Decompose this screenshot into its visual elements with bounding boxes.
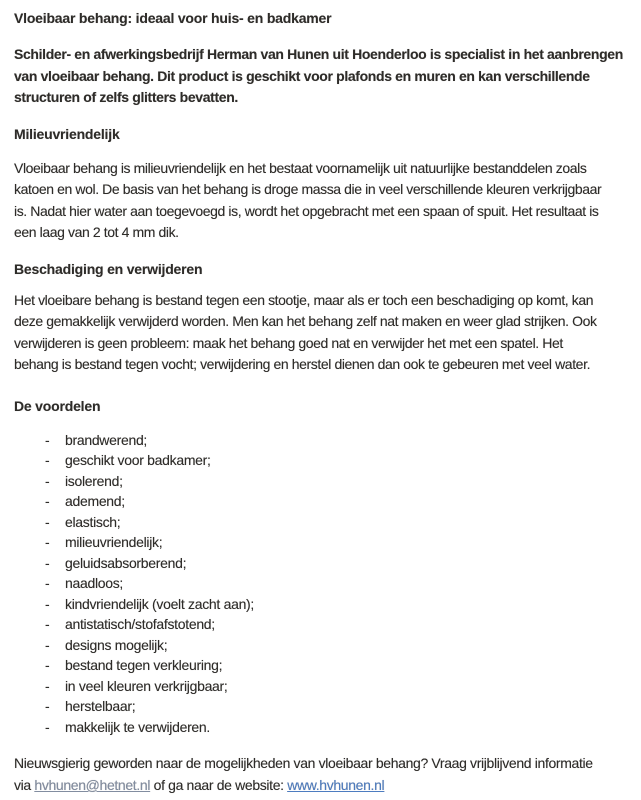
list-item-text: geluidsabsorberend; (65, 554, 187, 571)
dash-bullet: - (45, 616, 50, 632)
footer-line: Nieuwsgierig geworden naar de mogelijkheden van vloeibaar behang? Vraag vrijblijvend informatie (14, 755, 593, 771)
section-heading-milieuvriendelijk: Milieuvriendelijk (14, 125, 120, 142)
list-item-text: isolerend; (65, 472, 123, 489)
list-item (45, 532, 629, 553)
dash-bullet: - (45, 636, 50, 653)
list-item (45, 635, 629, 656)
document-title: Vloeibaar behang: ideaal voor huis- en badkamer (14, 10, 332, 26)
list-item-text: elastisch; (65, 513, 121, 530)
list-item (45, 573, 629, 594)
list-item-text: designs mogelijk; (65, 636, 168, 653)
paragraph-line: is. Nadat hier water aan toegevoegd is, wordt het opgebracht met een spaan of spuit. Het resultaat is (14, 202, 599, 219)
list-item-text: bestand tegen verkleuring; (65, 657, 223, 673)
list-item (45, 471, 629, 492)
list-item-text: kindvriendelijk (voelt zacht aan); (65, 595, 255, 612)
list-item (45, 696, 629, 717)
paragraph-line: verwijderen is geen probleem: maak het behang goed nat en verwijder het met een spatel. Het (14, 334, 563, 351)
dash-bullet: - (45, 657, 50, 673)
intro-paragraph (14, 44, 629, 109)
dash-bullet: - (45, 595, 50, 612)
paragraph-line: Vloeibaar behang is milieuvriendelijk en het bestaat voornamelijk uit natuurlijke bestanddelen zoals (14, 159, 587, 176)
list-item-text: milieuvriendelijk; (65, 534, 163, 550)
website-link[interactable]: www.hvhunen.nl (287, 777, 385, 793)
list-item-text: ademend; (65, 493, 125, 509)
list-item-text: brandwerend; (65, 431, 148, 448)
dash-bullet: - (45, 677, 50, 694)
list-item-text: in veel kleuren verkrijgbaar; (65, 677, 228, 694)
paragraph-milieuvriendelijk (14, 158, 629, 244)
footer-text: via (14, 777, 35, 793)
paragraph-line: Het vloeibare behang is bestand tegen een stootje, maar als er toch een beschadiging op komt, kan (14, 291, 594, 308)
email-link[interactable]: hvhunen@hetnet.nl (34, 777, 151, 793)
dash-bullet: - (45, 472, 50, 489)
section-heading-beschadiging: Beschadiging en verwijderen (14, 260, 203, 277)
list-item-text: makkelijk te verwijderen. (65, 718, 210, 735)
dash-bullet: - (45, 718, 50, 735)
intro-line: van vloeibaar behang. Dit product is geschikt voor plafonds en muren en kan verschillende (14, 67, 590, 84)
list-item (45, 717, 629, 738)
list-item-text: antistatisch/stofafstotend; (65, 616, 215, 632)
paragraph-beschadiging (14, 290, 629, 376)
footer-paragraph (14, 752, 629, 796)
paragraph-line: deze gemakkelijk verwijderd worden. Men kan het behang zelf nat maken en weer glad strijken. Ook (14, 313, 597, 329)
dash-bullet: - (45, 452, 50, 468)
paragraph-line: een laag van 2 tot 4 mm dik. (14, 224, 179, 240)
list-item (45, 491, 629, 512)
dash-bullet: - (45, 534, 50, 550)
dash-bullet: - (45, 493, 50, 509)
dash-bullet: - (45, 554, 50, 571)
list-item (45, 655, 629, 676)
dash-bullet: - (45, 575, 50, 591)
dash-bullet: - (45, 431, 50, 448)
intro-line: Schilder- en afwerkingsbedrijf Herman van Hunen uit Hoenderloo is specialist in het aanbrengen (14, 46, 623, 62)
section-heading-voordelen: De voordelen (14, 397, 101, 414)
list-item (45, 430, 629, 451)
dash-bullet: - (45, 698, 50, 714)
list-item-text: geschikt voor badkamer; (65, 452, 211, 468)
list-item (45, 594, 629, 615)
paragraph-line: behang is bestand tegen vocht; verwijdering en herstel dienen dan ook te gebeuren met veel water. (14, 356, 591, 372)
dash-bullet: - (45, 513, 50, 530)
footer-line (14, 774, 629, 796)
list-item (45, 512, 629, 533)
list-item (45, 450, 629, 471)
footer-text: of ga naar de website: (150, 777, 288, 793)
intro-line: structuren of zelfs glitters bevatten. (14, 89, 238, 105)
list-item (45, 676, 629, 697)
list-item-text: herstelbaar; (65, 698, 136, 714)
list-item (45, 614, 629, 635)
list-item (45, 553, 629, 574)
list-item-text: naadloos; (65, 575, 124, 591)
paragraph-line: katoen en wol. De basis van het behang is droge massa die in veel verschillende kleuren verkrijgbaar (14, 181, 602, 197)
advantages-list (45, 430, 629, 738)
